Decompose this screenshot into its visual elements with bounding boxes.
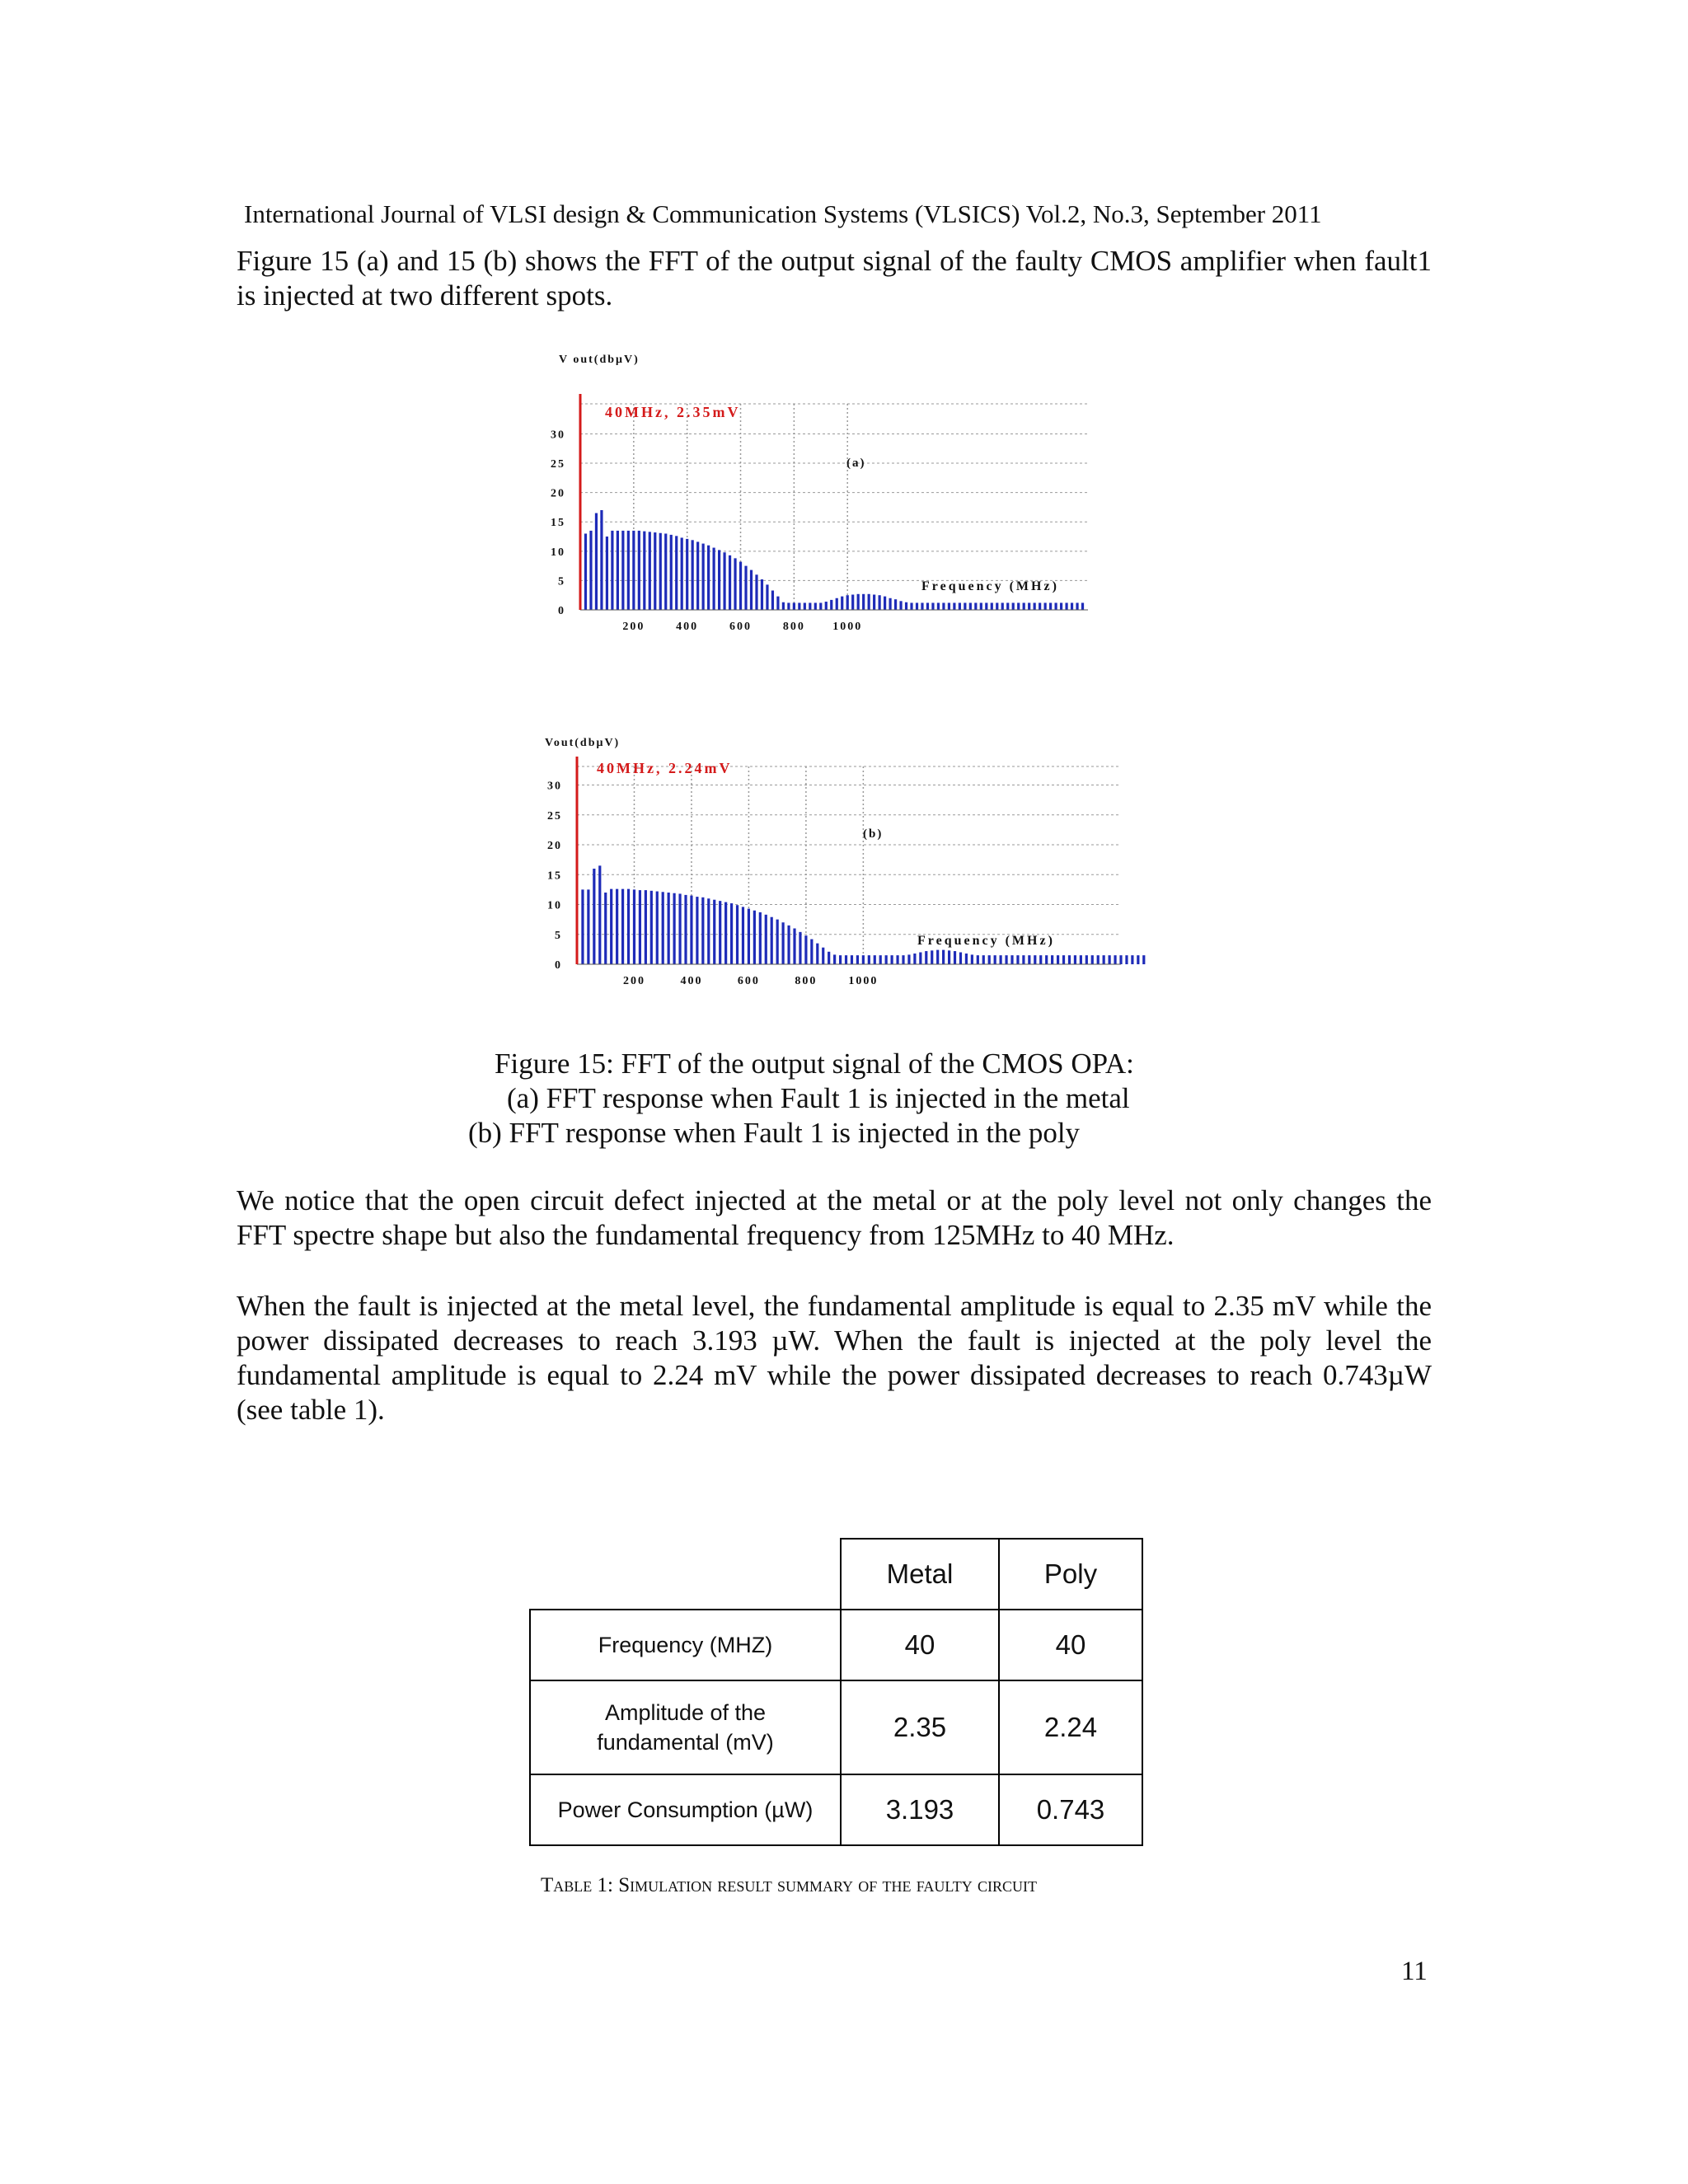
bar (690, 896, 692, 964)
figure-caption (363, 1047, 1187, 1151)
table-header-row (530, 1539, 1142, 1610)
bar (755, 574, 757, 610)
bar (1091, 955, 1094, 964)
bar (1068, 955, 1071, 964)
bar (1097, 955, 1100, 964)
y-axis-label: Vout(dbμV) (545, 737, 621, 749)
bar (1023, 602, 1025, 610)
bar (1012, 602, 1015, 610)
bar (889, 598, 891, 610)
bar (816, 944, 818, 964)
bar (681, 537, 683, 610)
bar (1103, 955, 1105, 964)
figure-caption-line1: Figure 15: FFT of the output signal of the CMOS OPA: (495, 1047, 1134, 1080)
x-axis-label: Frequency (MHz) (921, 579, 1059, 593)
x-tick-label: 800 (795, 975, 818, 987)
bar (846, 595, 849, 610)
bar (776, 597, 779, 610)
bar (833, 954, 836, 964)
bar (959, 953, 962, 965)
paragraph-2-text: When the fault is injected at the metal level, the fundamental amplitude is equal to 2.35 mV while the power dissipated decreases to reach 3.193 µW. When the fault is injected at the poly level the fundamental amplitude is equal to 2.24 mV while the power dissipated decreases to reach 0.743µW (see table 1). (237, 1290, 1432, 1426)
x-tick-label: 1000 (848, 975, 879, 987)
paragraph-2 (237, 1289, 1432, 1427)
bar (632, 531, 635, 610)
bar (1065, 602, 1067, 610)
bar (678, 893, 681, 964)
bar (1000, 955, 1002, 964)
bar (771, 917, 773, 964)
bar (776, 920, 779, 964)
bar (765, 915, 767, 964)
bar (921, 602, 923, 610)
bar (645, 890, 647, 964)
bar (830, 600, 832, 610)
fft-chart-b (540, 717, 1133, 997)
bar (931, 950, 933, 964)
bar (1045, 955, 1048, 964)
running-header: International Journal of VLSI design & Communication Systems (VLSICS) Vol.2, No.3, September 2011 (244, 199, 1322, 228)
bar (723, 552, 725, 610)
y-tick-label: 5 (558, 575, 565, 588)
bar (936, 950, 939, 964)
table-corner (530, 1539, 841, 1610)
bar (639, 890, 641, 964)
fft-chart-b-svg (540, 717, 1133, 997)
bar (862, 955, 865, 964)
x-tick-label: 200 (622, 975, 645, 987)
bar (925, 951, 927, 964)
bar (996, 602, 998, 610)
bar (593, 869, 595, 964)
bar (1039, 602, 1041, 610)
bar (713, 900, 715, 964)
bar (686, 539, 688, 610)
bar (969, 602, 972, 610)
bar (753, 911, 756, 964)
bar (1028, 602, 1030, 610)
panel-label: (b) (863, 827, 884, 841)
bar (1137, 955, 1139, 964)
bar (879, 595, 881, 610)
bar (977, 955, 979, 964)
bar (744, 566, 747, 610)
table-caption: Table 1: Simulation result summary of the faulty circuit (541, 1874, 1037, 1896)
bar (851, 955, 853, 964)
bar (617, 531, 619, 610)
panel-label: (a) (846, 457, 866, 470)
bar (1076, 602, 1078, 610)
x-tick-label: 200 (622, 621, 645, 633)
bar (584, 533, 587, 610)
y-tick-label: 10 (547, 899, 562, 912)
bar (798, 602, 800, 610)
bar (707, 546, 710, 610)
bar (643, 532, 645, 610)
bar (953, 602, 955, 610)
bar (1109, 955, 1111, 964)
x-tick-label: 400 (676, 621, 699, 633)
bar (971, 954, 973, 964)
bar (819, 602, 822, 610)
bar (734, 558, 736, 610)
bar (729, 555, 731, 610)
bar (814, 602, 817, 610)
bar (670, 535, 673, 610)
cell-metal: 3.193 (841, 1774, 999, 1845)
bar (707, 898, 710, 964)
bar (759, 912, 762, 964)
bar (684, 895, 687, 964)
bar (702, 544, 705, 610)
bar (761, 579, 763, 610)
peak-annotation: 40MHz, 2.35mV (605, 404, 741, 420)
bar (948, 602, 950, 610)
bar (902, 955, 904, 964)
y-tick-label: 25 (547, 809, 562, 823)
bar (868, 594, 870, 610)
bar (1022, 955, 1025, 964)
bar (627, 531, 630, 610)
paragraph-1 (237, 1183, 1432, 1253)
x-tick-label: 400 (680, 975, 703, 987)
bar (985, 602, 987, 610)
bar (910, 602, 912, 610)
intro-paragraph (237, 244, 1432, 313)
intro-text: Figure 15 (a) and 15 (b) shows the FFT of the output signal of the faulty CMOS amplifier when fault1 is injected at two different spots. (237, 245, 1432, 312)
bar (964, 602, 966, 610)
bar (994, 955, 996, 964)
row-label: Amplitude of the fundamental (mV) (530, 1680, 841, 1774)
figure-caption-line3: (b) FFT response when Fault 1 is injected in the poly (468, 1117, 1081, 1149)
bar (1039, 955, 1042, 964)
bar (600, 510, 603, 610)
bar (841, 597, 843, 610)
bar (766, 584, 768, 610)
bar (627, 889, 630, 964)
bar (905, 602, 907, 610)
bar (736, 905, 738, 964)
bar (1006, 602, 1009, 610)
bar (771, 591, 774, 610)
cell-poly: 2.24 (999, 1680, 1142, 1774)
bar (825, 602, 828, 610)
bar (739, 562, 742, 610)
bar (1074, 955, 1076, 964)
bar (954, 951, 956, 964)
table-row (530, 1680, 1142, 1774)
y-tick-label: 0 (555, 959, 562, 972)
bar (879, 955, 882, 964)
bar (809, 602, 811, 610)
bar (1081, 602, 1084, 610)
y-tick-label: 15 (551, 517, 565, 530)
bar (587, 889, 589, 964)
bar (1034, 955, 1036, 964)
bar (839, 955, 842, 964)
bar (598, 865, 601, 964)
bar (1142, 955, 1145, 964)
results-table (529, 1538, 1143, 1846)
bar (884, 597, 886, 610)
bar (1016, 955, 1019, 964)
table-row (530, 1610, 1142, 1680)
bar (810, 940, 813, 964)
y-tick-label: 30 (547, 780, 562, 793)
bar (988, 955, 991, 964)
bar (1060, 602, 1062, 610)
bar (673, 893, 676, 964)
bar (851, 594, 854, 610)
bar (980, 602, 982, 610)
bar (919, 953, 921, 965)
bar (804, 602, 806, 610)
bar (621, 531, 624, 610)
bar (1071, 602, 1073, 610)
cell-poly: 40 (999, 1610, 1142, 1680)
bar (1131, 955, 1133, 964)
bar (1062, 955, 1065, 964)
bar (1044, 602, 1047, 610)
bar (885, 955, 888, 964)
bar (701, 898, 704, 964)
bar (856, 955, 859, 964)
bar (916, 602, 918, 610)
y-tick-label: 5 (555, 929, 562, 942)
y-tick-label: 0 (558, 605, 565, 617)
y-tick-label: 25 (551, 458, 565, 471)
figure-caption-line2: (a) FFT response when Fault 1 is injected in the metal (507, 1082, 1130, 1114)
bar (604, 893, 607, 964)
bar (595, 513, 598, 610)
bar (896, 955, 898, 964)
bar (891, 955, 893, 964)
bar (822, 948, 824, 964)
bar (926, 602, 929, 610)
bar (1051, 955, 1053, 964)
peak-annotation: 40MHz, 2.24mV (597, 760, 733, 776)
bar (907, 954, 910, 964)
cell-metal: 40 (841, 1610, 999, 1680)
bar (793, 929, 795, 965)
bar (787, 926, 790, 964)
bar (874, 955, 876, 964)
bar (868, 955, 870, 964)
y-axis-label: V out(dbμV) (559, 354, 640, 366)
bar (804, 935, 807, 964)
bar (656, 892, 659, 964)
y-tick-label: 20 (551, 487, 565, 500)
bar (782, 602, 785, 610)
y-tick-label: 30 (551, 429, 565, 442)
bar (662, 892, 664, 964)
bar (931, 602, 934, 610)
bar (659, 533, 662, 610)
bar (965, 954, 968, 964)
bar (873, 594, 875, 610)
x-axis-label: Frequency (MHz) (917, 934, 1055, 948)
bar (948, 950, 950, 964)
bar (982, 955, 985, 964)
bar (742, 907, 744, 964)
fft-chart-a (540, 346, 1100, 651)
bar (799, 932, 801, 964)
bar (606, 537, 608, 610)
bar (793, 602, 795, 610)
bar (913, 954, 916, 964)
bar (1057, 955, 1059, 964)
bar (1114, 955, 1116, 964)
x-tick-label: 1000 (832, 621, 863, 633)
bar (730, 903, 733, 964)
fft-chart-a-svg (540, 346, 1100, 651)
bar (1005, 955, 1007, 964)
row-label: Frequency (MHZ) (530, 1610, 841, 1680)
bar (974, 602, 977, 610)
bar (696, 897, 698, 964)
bar (894, 599, 897, 610)
bar (787, 602, 790, 610)
page-number: 11 (1401, 1957, 1428, 1986)
bar (718, 550, 720, 610)
bar (1010, 955, 1013, 964)
bar (828, 952, 830, 964)
y-tick-label: 10 (551, 546, 565, 559)
bar (650, 891, 653, 964)
bar (611, 531, 613, 610)
x-tick-label: 600 (737, 975, 760, 987)
bar (664, 533, 667, 610)
bar (1049, 602, 1052, 610)
bar (692, 540, 694, 610)
bar (675, 536, 678, 610)
bar (836, 598, 838, 610)
x-tick-label: 800 (782, 621, 805, 633)
bar (937, 602, 940, 610)
bar (1028, 955, 1030, 964)
y-tick-label: 15 (547, 869, 562, 883)
cell-metal: 2.35 (841, 1680, 999, 1774)
bar (633, 889, 635, 964)
bar (581, 889, 584, 964)
x-tick-label: 600 (729, 621, 753, 633)
bar (1085, 955, 1088, 964)
bar (899, 601, 902, 610)
bar (589, 531, 592, 610)
bar (1054, 602, 1057, 610)
bar (862, 594, 865, 610)
column-header-metal: Metal (841, 1539, 999, 1610)
cell-poly: 0.743 (999, 1774, 1142, 1845)
bar (942, 602, 945, 610)
bar (750, 570, 753, 610)
bar (610, 889, 612, 964)
bar (857, 594, 860, 610)
y-tick-label: 20 (547, 840, 562, 852)
bar (638, 531, 640, 610)
bar (991, 602, 993, 610)
bar (616, 889, 618, 964)
bar (654, 532, 656, 610)
bar (1080, 955, 1082, 964)
bar (959, 602, 961, 610)
bar (1034, 602, 1036, 610)
table-row (530, 1774, 1142, 1845)
bar (748, 909, 750, 964)
row-label: Power Consumption (µW) (530, 1774, 841, 1845)
bar (845, 955, 847, 964)
bar (668, 893, 670, 964)
column-header-poly: Poly (999, 1539, 1142, 1610)
bar (1119, 955, 1122, 964)
bar (713, 548, 715, 610)
bar (621, 889, 624, 964)
bar (649, 532, 651, 610)
bar (719, 901, 721, 964)
bar (1001, 602, 1004, 610)
bar (724, 902, 727, 964)
bar (782, 922, 785, 964)
bar (696, 541, 699, 610)
bar (1125, 955, 1128, 964)
bar (942, 950, 945, 964)
paragraph-1-text: We notice that the open circuit defect injected at the metal or at the poly level not only changes the FFT spectre shape but also the fundamental frequency from 125MHz to 40 MHz. (237, 1184, 1432, 1251)
bar (1017, 602, 1020, 610)
